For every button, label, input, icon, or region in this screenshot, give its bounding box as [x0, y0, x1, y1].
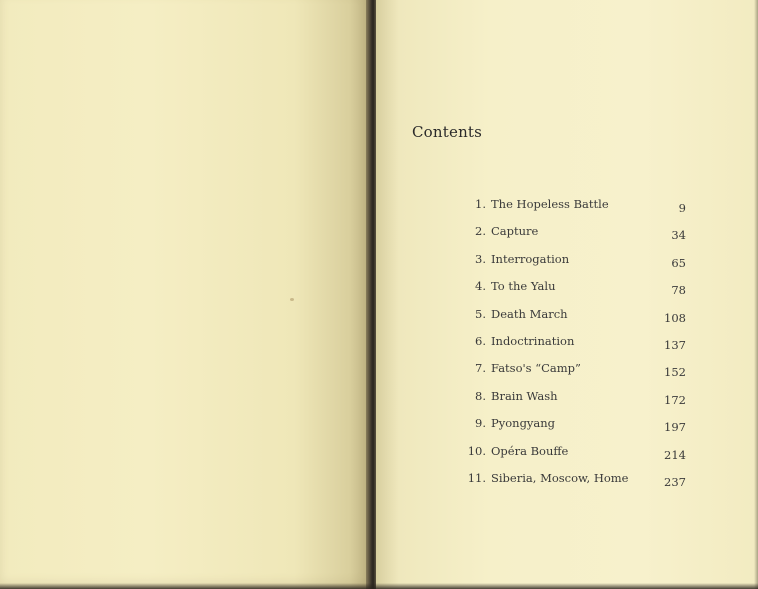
chapter-number: 5. — [475, 306, 486, 321]
chapter-page: 78 — [671, 283, 686, 298]
toc-entry — [462, 196, 690, 223]
toc-entry — [462, 333, 690, 360]
chapter-number: 7. — [475, 361, 486, 376]
chapter-number: 8. — [475, 388, 486, 403]
chapter-number: 2. — [475, 224, 486, 239]
chapter-title: The Hopeless Battle — [491, 197, 609, 211]
toc-entry — [462, 443, 690, 470]
chapter-page: 9 — [678, 201, 686, 215]
toc-entry — [462, 278, 690, 305]
page-edge-shadow — [754, 0, 758, 589]
chapter-number: 11. — [467, 470, 486, 485]
chapter-number: 3. — [475, 251, 486, 266]
paper-spot — [290, 298, 294, 301]
contents-heading: Contents — [412, 123, 483, 141]
chapter-title: Fatso's “Camp” — [491, 361, 581, 376]
left-page — [0, 0, 368, 589]
toc-entry — [462, 470, 690, 497]
chapter-title: Opéra Bouffe — [491, 443, 569, 458]
toc-entry — [462, 360, 690, 387]
chapter-title: To the Yalu — [491, 279, 556, 294]
chapter-title: Capture — [491, 224, 539, 239]
toc-entry — [462, 251, 690, 278]
chapter-number: 1. — [475, 197, 486, 211]
chapter-number: 4. — [475, 279, 486, 294]
chapter-number: 10. — [467, 443, 486, 458]
chapter-title: Indoctrination — [491, 333, 575, 348]
chapter-number: 9. — [475, 416, 486, 431]
chapter-title: Brain Wash — [491, 388, 558, 403]
chapter-title: Death March — [491, 306, 568, 321]
chapter-page: 152 — [664, 365, 686, 380]
chapter-page: 34 — [671, 228, 686, 243]
chapter-title: Pyongyang — [491, 416, 556, 431]
chapter-page: 108 — [664, 310, 686, 325]
chapter-title: Siberia, Moscow, Home — [491, 470, 629, 485]
toc-entry — [462, 415, 690, 442]
chapter-page: 65 — [671, 255, 686, 270]
toc-entry — [462, 306, 690, 333]
chapter-title: Interrogation — [491, 251, 570, 266]
chapter-number: 6. — [475, 333, 486, 348]
chapter-page: 197 — [664, 420, 686, 435]
chapter-page: 237 — [664, 474, 686, 489]
toc-entry — [462, 388, 690, 415]
chapter-page: 137 — [664, 337, 686, 352]
toc-entry — [462, 223, 690, 250]
chapter-page: 214 — [664, 447, 686, 462]
table-of-contents — [462, 196, 690, 497]
chapter-page: 172 — [664, 392, 686, 407]
bottom-edge-shadow — [0, 583, 758, 589]
